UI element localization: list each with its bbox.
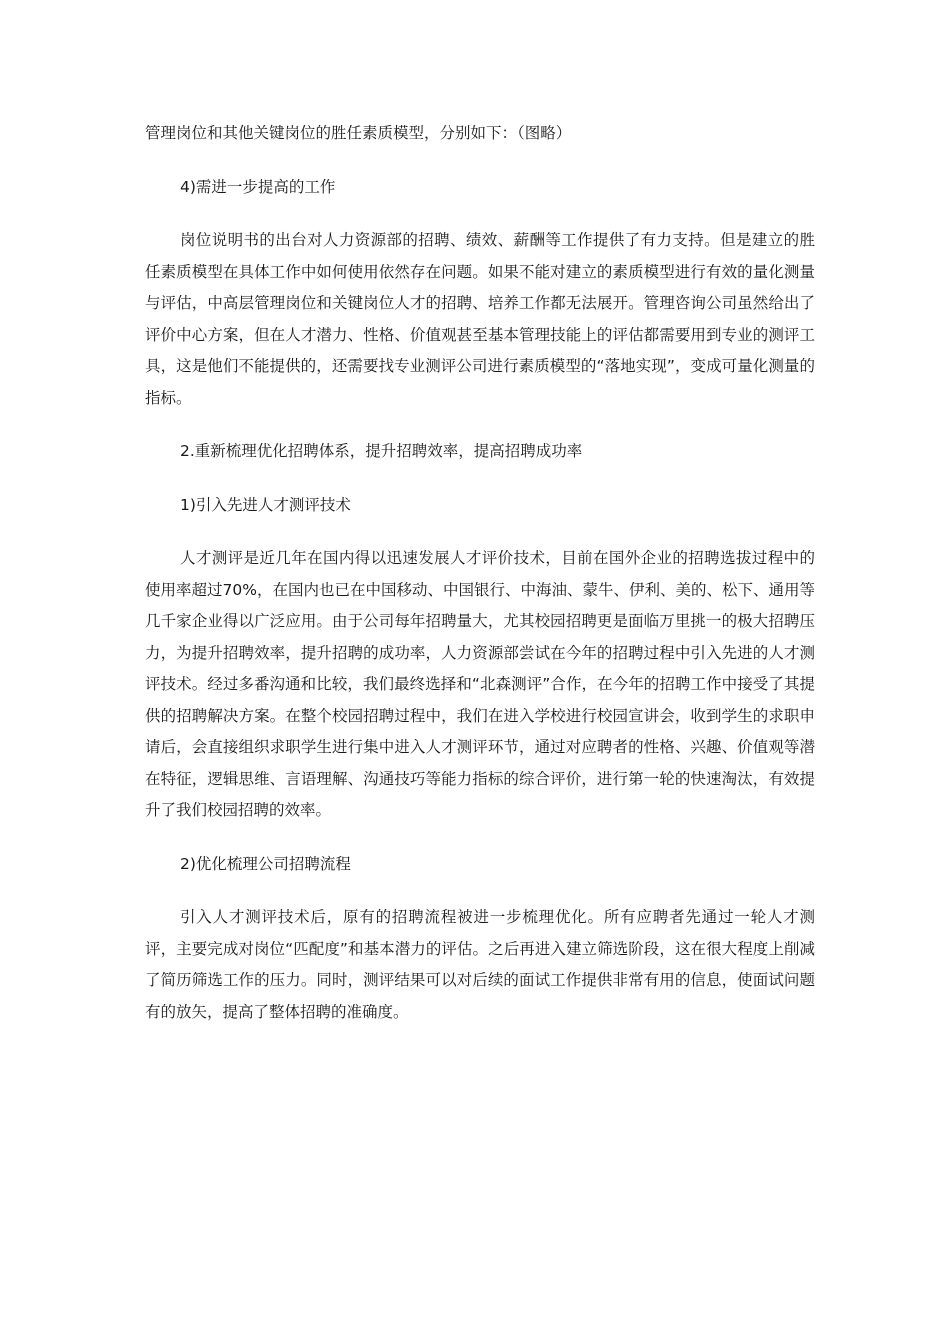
section-heading-2: 2.重新梳理优化招聘体系，提升招聘效率，提高招聘成功率 xyxy=(180,442,583,460)
paragraph-continuation: 管理岗位和其他关键岗位的胜任素质模型，分别如下：（图略） xyxy=(145,124,572,142)
subsection-heading-2: 2)优化梳理公司招聘流程 xyxy=(180,854,351,873)
document-body xyxy=(145,118,815,1050)
subsection-heading-1: 1)引入先进人才测评技术 xyxy=(180,495,351,514)
paragraph-recruitment-process: 引入人才测评技术后，原有的招聘流程被进一步梳理优化。所有应聘者先通过一轮人才测评，主要完成对岗位“匹配度”和基本潜力的评估。之后再进入建立筛选阶段，这在很大程度上削减了简历筛选工作的压力。同时，测评结果可以对后续的面试工作提供非常有用的信息，使面试问题有的放矢，提高了整体招聘的准确度。 xyxy=(145,908,815,1021)
section-heading-4: 4)需进一步提高的工作 xyxy=(180,177,336,196)
paragraph-job-description: 岗位说明书的出台对人力资源部的招聘、绩效、薪酬等工作提供了有力支持。但是建立的胜任素质模型在具体工作中如何使用依然存在问题。如果不能对建立的素质模型进行有效的量化测量与评估，中高层管理岗位和关键岗位人才的招聘、培养工作都无法展开。管理咨询公司虽然给出了评价中心方案，但在人才潜力、性格、价值观甚至基本管理技能上的评估都需要用到专业的测评工具，这是他们不能提供的，还需要找专业测评公司进行素质模型的“落地实现”，变成可量化测量的指标。 xyxy=(145,231,815,407)
paragraph-talent-assessment: 人才测评是近几年在国内得以迅速发展人才评价技术，目前在国外企业的招聘选拔过程中的使用率超过70%，在国内也已在中国移动、中国银行、中海油、蒙牛、伊利、美的、松下、通用等几千家企业得以广泛应用。由于公司每年招聘量大，尤其校园招聘更是面临万里挑一的极大招聘压力，为提升招聘效率，提升招聘的成功率，人力资源部尝试在今年的招聘过程中引入先进的人才测评技术。经过多番沟通和比较，我们最终选择和“北森测评”合作，在今年的招聘工作中接受了其提供的招聘解决方案。在整个校园招聘过程中，我们在进入学校进行校园宣讲会，收到学生的求职申请后，会直接组织求职学生进行集中进入人才测评环节，通过对应聘者的性格、兴趣、价值观等潜在特征，逻辑思维、言语理解、沟通技巧等能力指标的综合评价，进行第一轮的快速淘汰，有效提升了我们校园招聘的效率。 xyxy=(145,549,815,819)
